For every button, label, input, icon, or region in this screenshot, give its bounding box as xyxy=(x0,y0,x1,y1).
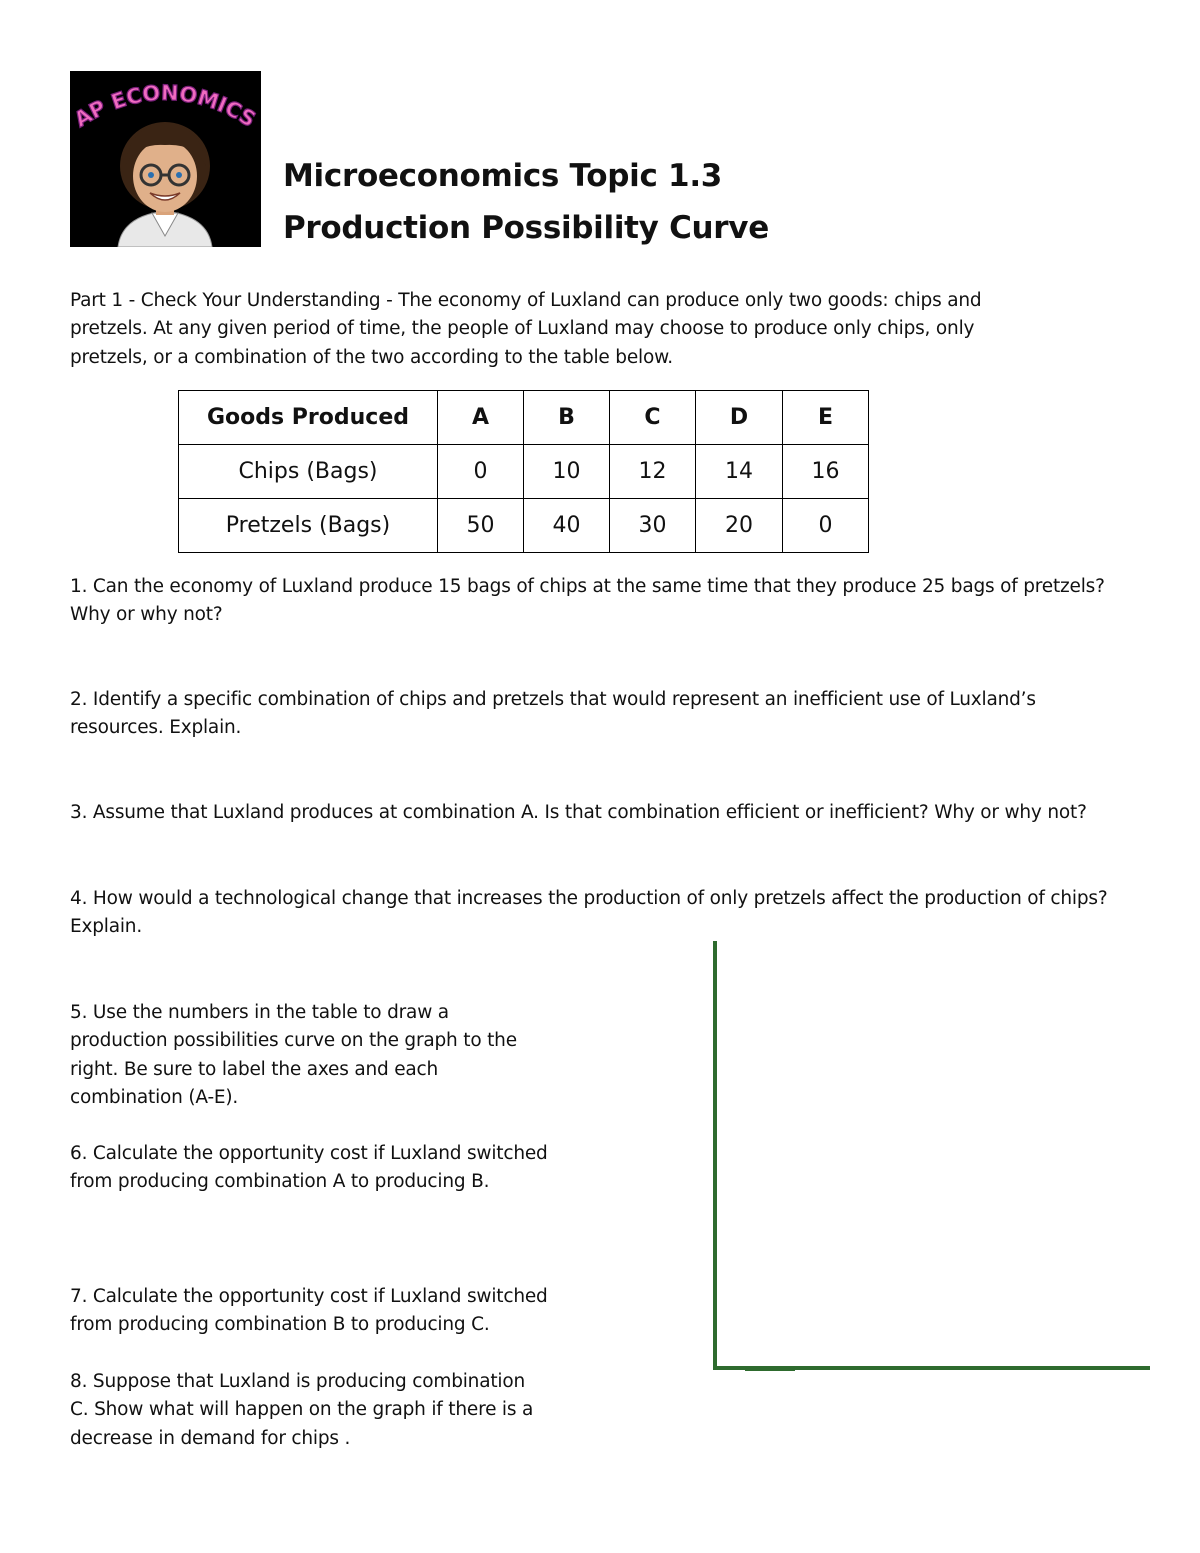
intro-paragraph: Part 1 - Check Your Understanding - The economy of Luxland can produce only two goods: chips and pretzels. At any given period of time, the people of Luxland may choose to produce only chips, only pretzels, or a combination of the two according to the table below. xyxy=(70,290,982,368)
table-cell: 0 xyxy=(438,445,524,499)
table-cell: 30 xyxy=(610,499,696,553)
table-row xyxy=(179,445,869,499)
table-cell: 12 xyxy=(610,445,696,499)
table-cell: 40 xyxy=(524,499,610,553)
table-cell: 0 xyxy=(783,499,869,553)
question-5: 5. Use the numbers in the table to draw a production possibilities curve on the graph to the right. Be sure to label the axes and each combination (A-E). xyxy=(70,1002,517,1108)
blank-graph xyxy=(710,938,1155,1378)
table-cell: 50 xyxy=(438,499,524,553)
table-row xyxy=(179,499,869,553)
table-header-cell: E xyxy=(783,391,869,445)
table-cell: 20 xyxy=(696,499,783,553)
table-cell: 10 xyxy=(524,445,610,499)
table-header-cell: C xyxy=(610,391,696,445)
table-cell: 14 xyxy=(696,445,783,499)
question-6: 6. Calculate the opportunity cost if Luxland switched from producing combination A to producing B. xyxy=(70,1143,548,1193)
question-4: 4. How would a technological change that increases the production of only pretzels affect the production of chips? Explain. xyxy=(70,888,1108,938)
goods-table xyxy=(178,390,869,553)
question-3: 3. Assume that Luxland produces at combination A. Is that combination efficient or inefficient? Why or why not? xyxy=(70,802,1087,823)
table-cell: Chips (Bags) xyxy=(179,445,438,499)
page-title-line2: Production Possibility Curve xyxy=(283,210,769,246)
avatar-icon xyxy=(118,122,212,247)
question-7: 7. Calculate the opportunity cost if Luxland switched from producing combination B to producing C. xyxy=(70,1286,548,1336)
table-header-cell: A xyxy=(438,391,524,445)
logo-text: AP ECONOMICS xyxy=(70,80,260,132)
table-header-cell: Goods Produced xyxy=(179,391,438,445)
question-1: 1. Can the economy of Luxland produce 15 bags of chips at the same time that they produce 25 bags of pretzels? Why or why not? xyxy=(70,576,1105,626)
table-header-row xyxy=(179,391,869,445)
question-8: 8. Suppose that Luxland is producing combination C. Show what will happen on the graph if there is a decrease in demand for chips . xyxy=(70,1371,534,1449)
table-header-cell: B xyxy=(524,391,610,445)
question-2: 2. Identify a specific combination of chips and pretzels that would represent an inefficient use of Luxland’s resources. Explain. xyxy=(70,689,1036,739)
ap-economics-logo xyxy=(70,71,261,247)
table-header-cell: D xyxy=(696,391,783,445)
table-cell: Pretzels (Bags) xyxy=(179,499,438,553)
table-cell: 16 xyxy=(783,445,869,499)
page-title-line1: Microeconomics Topic 1.3 xyxy=(283,158,723,194)
